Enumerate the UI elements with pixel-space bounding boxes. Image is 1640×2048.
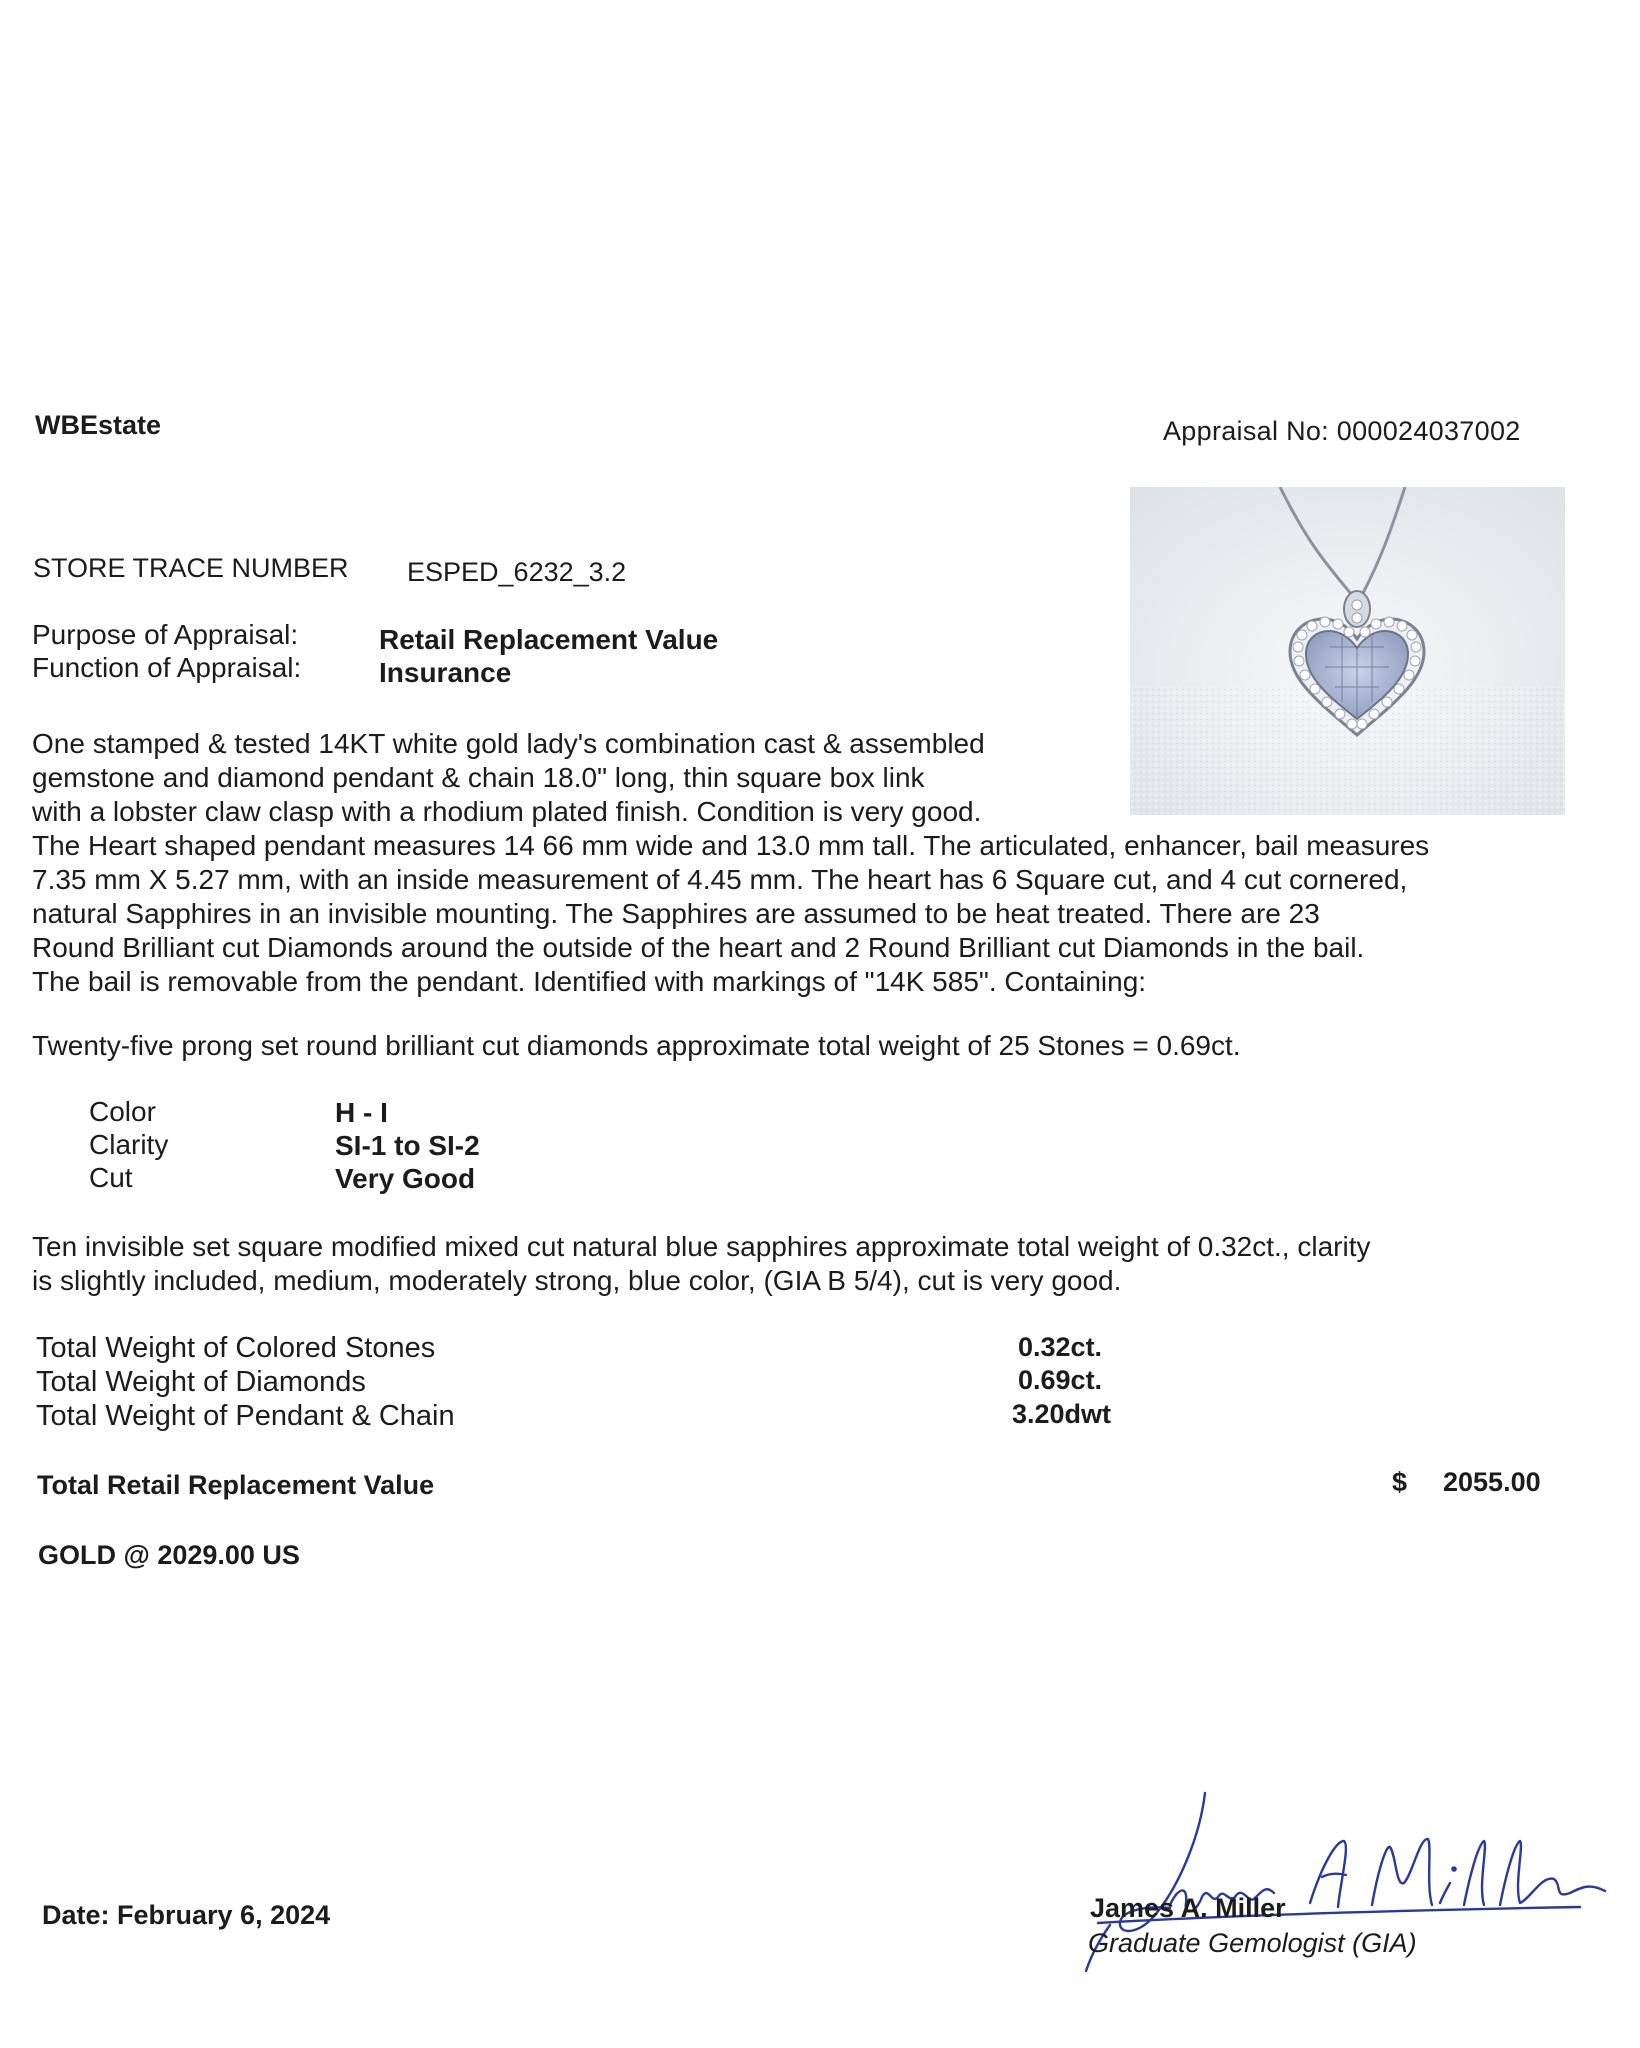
store-trace-label: STORE TRACE NUMBER (33, 553, 349, 583)
description-line: One stamped & tested 14KT white gold lady's combination cast & assembled (32, 728, 985, 759)
description-line: Round Brilliant cut Diamonds around the outside of the heart and 2 Round Brilliant cut Diamonds in the bail. (32, 932, 1365, 963)
appraiser-title: Graduate Gemologist (GIA) (1088, 1928, 1417, 1958)
description-line: 7.35 mm X 5.27 mm, with an inside measurement of 4.45 mm. The heart has 6 Square cut, and 4 cut cornered, (32, 864, 1408, 895)
description-line: The Heart shaped pendant measures 14 66 mm wide and 13.0 mm tall. The articulated, enhancer, bail measures (32, 830, 1430, 861)
retail-value-currency: $ (1392, 1467, 1408, 1497)
total-diamonds-label: Total Weight of Diamonds (36, 1366, 366, 1398)
diamonds-summary: Twenty-five prong set round brilliant cut diamonds approximate total weight of 25 Stones = 0.69ct. (32, 1030, 1241, 1061)
appraisal-date: Date: February 6, 2024 (42, 1900, 331, 1930)
store-trace-value: ESPED_6232_3.2 (407, 557, 627, 587)
grading-clarity-value: SI-1 to SI-2 (335, 1130, 480, 1161)
description-line: The bail is removable from the pendant. Identified with markings of "14K 585". Containing: (32, 966, 1147, 997)
description-line: gemstone and diamond pendant & chain 18.0" long, thin square box link (32, 762, 925, 793)
function-label: Function of Appraisal: (32, 652, 302, 683)
total-colored-stones-value: 0.32ct. (1018, 1332, 1103, 1362)
total-weight-value: 3.20dwt (1012, 1399, 1112, 1429)
description-paragraph (32, 727, 1429, 999)
appraisal-number: Appraisal No: 000024037002 (1163, 416, 1521, 446)
grading-color-value: H - I (335, 1097, 388, 1128)
appraiser-name: James A. Miller (1090, 1893, 1286, 1923)
description-line: with a lobster claw clasp with a rhodium plated finish. Condition is very good. (32, 796, 982, 827)
purpose-label: Purpose of Appraisal: (32, 619, 299, 650)
purpose-value: Retail Replacement Value (379, 624, 719, 655)
grading-cut-label: Cut (89, 1162, 133, 1193)
total-diamonds-value: 0.69ct. (1018, 1365, 1103, 1395)
total-weight-label: Total Weight of Pendant & Chain (36, 1400, 455, 1432)
grading-clarity-label: Clarity (89, 1129, 169, 1160)
function-value: Insurance (379, 657, 512, 688)
retail-value-amount: 2055.00 (1443, 1467, 1541, 1497)
description-line: natural Sapphires in an invisible mounting. The Sapphires are assumed to be heat treated. There are 23 (32, 898, 1320, 929)
grading-color-label: Color (89, 1096, 156, 1127)
sapphire-paragraph (32, 1230, 1370, 1298)
grading-cut-value: Very Good (335, 1163, 476, 1194)
sapphire-line: is slightly included, medium, moderately strong, blue color, (GIA B 5/4), cut is very good. (32, 1265, 1122, 1296)
company-name: WBEstate (35, 410, 162, 440)
gold-price: GOLD @ 2029.00 US (38, 1540, 300, 1570)
retail-value-label: Total Retail Replacement Value (37, 1470, 435, 1500)
total-colored-stones-label: Total Weight of Colored Stones (36, 1332, 436, 1364)
sapphire-line: Ten invisible set square modified mixed cut natural blue sapphires approximate total weight of 0.32ct., clarity (32, 1231, 1371, 1262)
